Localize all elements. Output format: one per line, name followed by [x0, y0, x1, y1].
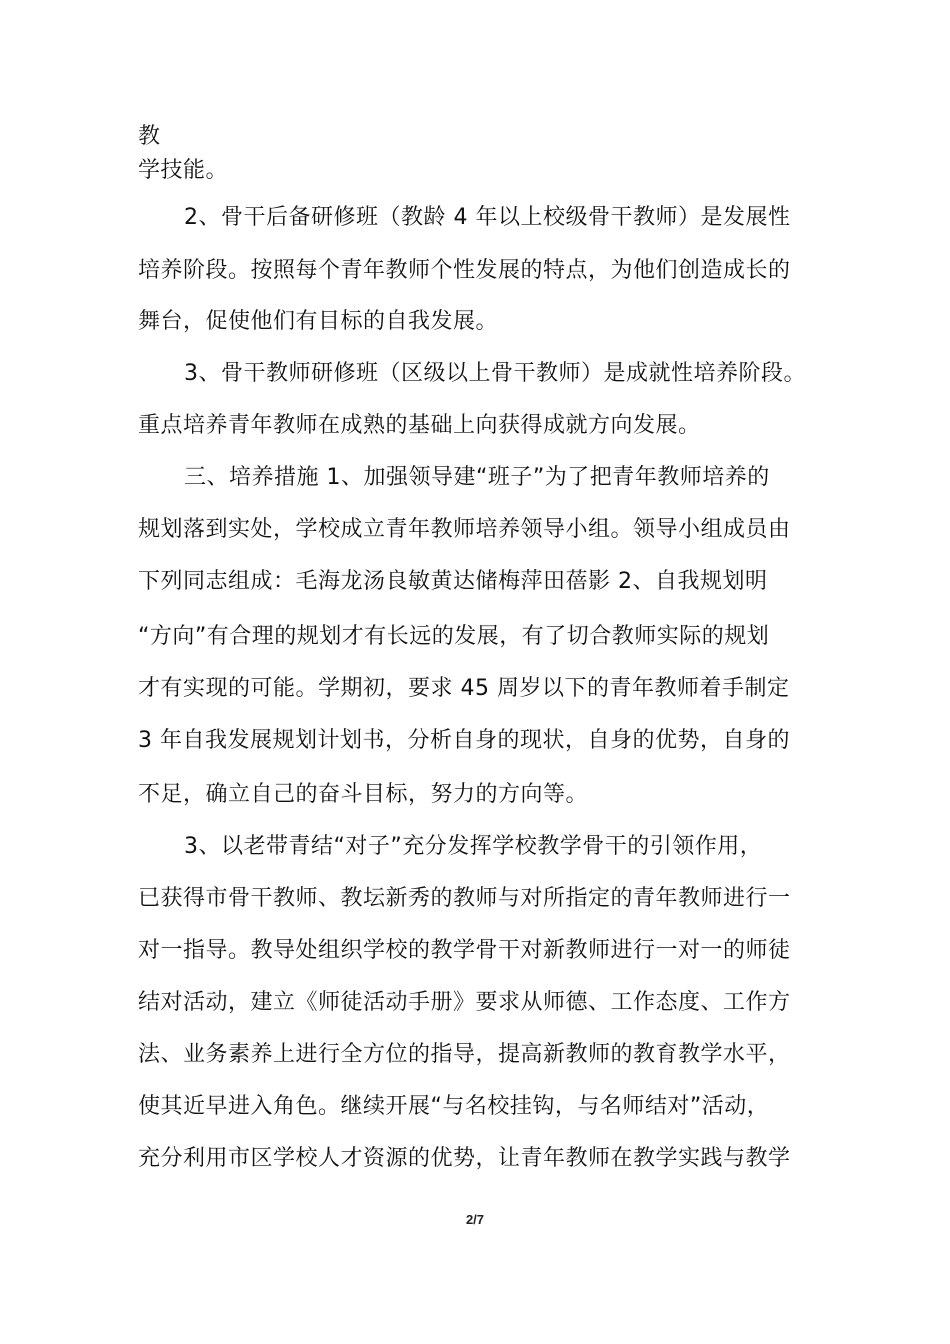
text-line: 充分利用市区学校人才资源的优势，让青年教师在教学实践与教学	[138, 1146, 791, 1171]
text-line: 学技能。	[138, 158, 229, 183]
text-line: 结对活动，建立《师徒活动手册》要求从师德、工作态度、工作方	[138, 990, 791, 1015]
text-line: 培养阶段。按照每个青年教师个性发展的特点，为他们创造成长的	[138, 258, 791, 283]
text-line: 已获得市骨干教师、教坛新秀的教师与对所指定的青年教师进行一	[138, 886, 791, 911]
text-line: 舞台，促使他们有目标的自我发展。	[138, 309, 499, 334]
text-line: “方向”有合理的规划才有长远的发展，有了切合教师实际的规划	[138, 624, 770, 649]
text-line: 3、骨干教师研修班（区级以上骨干教师）是成就性培养阶段。	[184, 361, 806, 386]
text-line: 重点培养青年教师在成熟的基础上向获得成就方向发展。	[138, 413, 701, 438]
text-line: 3 年自我发展规划计划书，分析自身的现状，自身的优势，自身的	[138, 728, 790, 753]
text-line: 才有实现的可能。学期初，要求 45 周岁以下的青年教师着手制定	[138, 676, 790, 701]
text-line: 三、培养措施 1、加强领导建“班子”为了把青年教师培养的	[184, 465, 770, 490]
text-line: 3、以老带青结“对子”充分发挥学校教学骨干的引领作用，	[184, 834, 763, 859]
text-line: 2、骨干后备研修班（教龄 4 年以上校级骨干教师）是发展性	[184, 205, 791, 230]
text-line: 使其近早进入角色。继续开展“与名校挂钩，与名师结对”活动，	[138, 1094, 770, 1119]
text-line: 下列同志组成：毛海龙汤良敏黄达储梅萍田蓓影 2、自我规划明	[138, 569, 768, 594]
text-line: 不足，确立自己的奋斗目标，努力的方向等。	[138, 782, 589, 807]
text-line: 法、业务素养上进行全方位的指导，提高新教师的教育教学水平，	[138, 1042, 791, 1067]
text-line: 对一指导。教导处组织学校的教学骨干对新教师进行一对一的师徒	[138, 938, 791, 963]
text-line: 教	[138, 124, 161, 149]
page-number: 2/7	[465, 1212, 485, 1227]
text-line: 规划落到实处，学校成立青年教师培养领导小组。领导小组成员由	[138, 517, 791, 542]
